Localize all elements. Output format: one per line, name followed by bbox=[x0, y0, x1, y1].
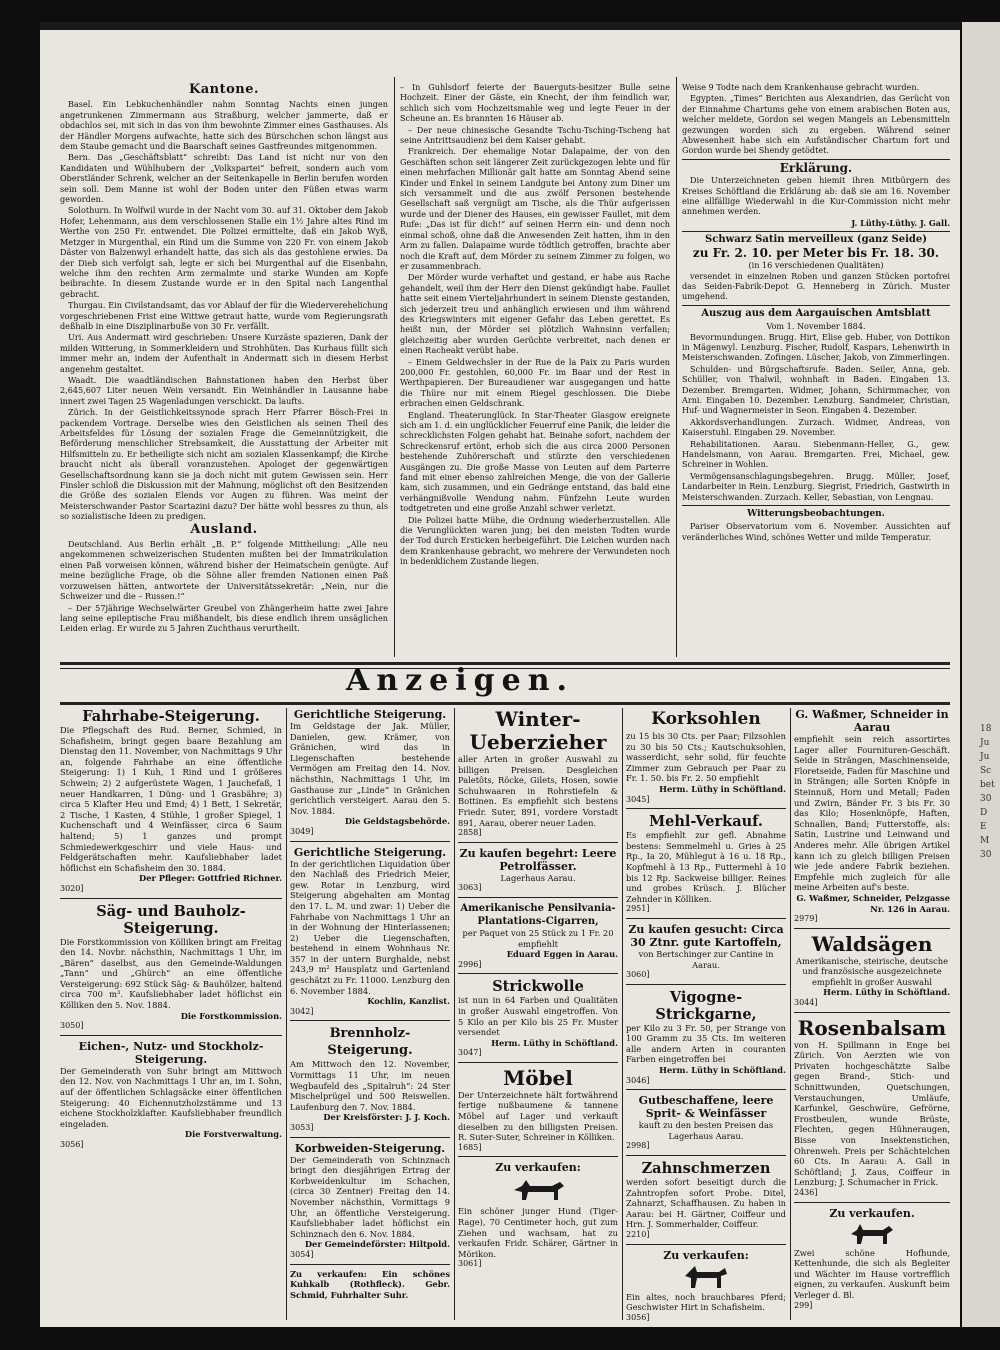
ad-signature: Der Kreisförster: J. J. Koch. bbox=[323, 1112, 450, 1123]
news-paragraph: – Der 57jährige Wechselwärter Greubel von Zhängerheim hatte zwei Jahre lang seine epileptische Frau mißhandelt, bis diese endlich ihrem unsäglichen Leiden erlag. Er wurde zu 5 Jahren Zuchthaus verurtheilt. bbox=[60, 602, 388, 634]
ad-heading: Gerichtliche Steigerung. bbox=[293, 845, 447, 859]
ad-heading: Mehl-Verkauf. bbox=[649, 813, 763, 831]
amtsblatt-paragraph: Akkordsverhandlungen. Zurzach. Widmer, Andreas, von Kaiserstuhl. Eingaben 29. November. bbox=[682, 416, 950, 438]
ad-column-3 bbox=[458, 708, 618, 1300]
section-heading-ausland: Ausland. bbox=[190, 521, 258, 537]
satin-price: zu Fr. 2. 10. per Meter bis Fr. 18. 30. bbox=[692, 245, 940, 260]
ad-body: Der Gemeinderath von Suhr bringt am Mittwoch den 12. Nov. von Nachmittags 1 Uhr an, im I. Sohn, auf der öffentlichen Schlagsäcke einer öffentlichen Steigerung: 40 Eichennutzholzstämme und 13 eichene Stockholzklafter. Kaufsliebhaber freundlich eingeladen. bbox=[60, 1065, 282, 1129]
newspaper-page bbox=[40, 22, 960, 1327]
ad-heading: Möbel bbox=[503, 1065, 573, 1090]
horse-illustration-icon bbox=[681, 1264, 731, 1290]
ad-heading: Strickwolle bbox=[492, 978, 584, 996]
ad-number: 3049] bbox=[290, 826, 314, 836]
ad-number: 3054] bbox=[290, 1249, 314, 1259]
ad-kartoffeln bbox=[626, 923, 786, 985]
column-rule bbox=[454, 708, 455, 1320]
amtsblatt-paragraph: Rehabilitationen. Aarau. Siebenmann-Heller, G., gew. Handelsmann, von Aarau. Bremgarten. Frei, Michael, gew. Schreiner in Wohlen. bbox=[682, 438, 950, 470]
ad-signature: Kochlin, Kanzlist. bbox=[367, 996, 450, 1007]
section-heading-kantone: Kantone. bbox=[188, 82, 260, 97]
ad-heading: Rosenbalsam bbox=[797, 1015, 947, 1040]
ad-column-5 bbox=[794, 708, 950, 1310]
ad-number: 2436] bbox=[794, 1187, 818, 1197]
ad-body: Es empfiehlt zur gefl. Abnahme bestens: Semmelmehl u. Gries à 25 Rp., Ia 20, Mühlegut à 16 u. 18 Rp., Kopfmehl à 13 Rp., Futtermehl à 10 bis 12 Rp. Sackweise billiger. Reines und grobes Krüsch. J. Blücher Zehnder in Kölliken. bbox=[626, 830, 786, 904]
erklaerung-text: Die Unterzeichneten geben hiemit ihren Mitbürgern des Kreises Schöftland die Erklärung ab: daß sie am 16. November eine allfällige Wiederwahl in die Kur-Commission nicht mehr annehmen werden. bbox=[682, 175, 950, 217]
amtsblatt-date: Vom 1. November 1884. bbox=[766, 321, 866, 332]
column-rule bbox=[622, 708, 623, 1320]
news-paragraph: – In Guhlsdorf feierte der Bauerguts-besitzer Bulle seine Hochzeit. Einer der Gäste, ein Knecht, der ihm feindlich war, schlich sich vom Hochzeitsmahle weg und legte Feuer in der Scheune an. Es brannten 16 Häuser ab. bbox=[400, 82, 670, 124]
ad-wassmer bbox=[794, 708, 950, 929]
amtsblatt-paragraph: Bevormundungen. Brugg. Hirt, Elise geb. Huber, von Dottikon in Mägenwyl. Lenzburg. Fischer, Rudolf, Kaspars, Lehenwirth in Meisterschwanden. Zofingen. Lüscher, Jakob, von Zimmerlingen. bbox=[682, 331, 950, 363]
ad-number: 299] bbox=[794, 1300, 813, 1310]
ad-hofhunde bbox=[794, 1207, 950, 1315]
ad-korbweiden bbox=[290, 1142, 450, 1265]
ad-signature: Eduard Eggen in Aarau. bbox=[506, 949, 618, 960]
news-column-3 bbox=[682, 82, 950, 657]
ad-cigarren bbox=[458, 902, 618, 974]
anzeigen-title: Anzeigen. bbox=[346, 663, 574, 698]
ad-body: Der Gemeinderath von Schinznach bringt den diesjährigen Ertrag der Korbweidenkultur im Schachen, (circa 30 Zentner) Freitag den 14. November nächsthin, Vormittags 9 Uhr, an öffentliche Versteigerung. Kaufsliebhaber ladet höflichst ein Schinznach den 6. Nov. 1884. bbox=[290, 1154, 450, 1239]
ad-signature: G. Waßmer, Schneider, Pelzgasse Nr. 126 in Aarau. bbox=[796, 892, 950, 914]
edge-text: 30 bbox=[980, 794, 992, 804]
ad-saegholz bbox=[60, 903, 282, 1036]
ad-column-2 bbox=[290, 708, 450, 1300]
ad-zahnschmerzen bbox=[626, 1160, 786, 1245]
ad-heading: Gutbeschaffene, leere Sprit- & Weinfässer bbox=[638, 1094, 774, 1121]
ad-strickwolle bbox=[458, 978, 618, 1063]
satin-heading: Schwarz Satin merveilleux (ganz Seide) bbox=[705, 234, 927, 246]
ad-heading: Amerikanische Pensilvania-Plantations-Cigarren, bbox=[460, 902, 616, 927]
ad-gericht-2 bbox=[290, 846, 450, 1022]
satin-text: versendet in einzelnen Roben und ganzen Stücken portofrei das Seiden-Fabrik-Depot G. Henneberg in Zürich. Muster umgehend. bbox=[682, 270, 950, 302]
news-paragraph: – Der neue chinesische Gesandte Tschu-Tsching-Tscheng hat seine Antrittsaudienz bei dem Kaiser gehabt. bbox=[400, 124, 670, 146]
ad-waldsaegen bbox=[794, 933, 950, 1013]
ad-signature: Herm. Lüthy in Schöftland. bbox=[659, 1065, 786, 1076]
ad-number: 2951] bbox=[626, 904, 650, 914]
ad-body: per Paquet von 25 Stück zu 1 Fr. 20 empfiehlt bbox=[462, 927, 614, 949]
ad-number: 3060] bbox=[626, 970, 650, 980]
ad-moebel bbox=[458, 1067, 618, 1158]
ad-heading: Zu verkaufen: bbox=[663, 1248, 749, 1262]
ad-heading: Winter-Ueberzieher bbox=[469, 707, 607, 754]
ad-column-4 bbox=[626, 708, 786, 1322]
erklaerung-heading: Erklärung. bbox=[779, 160, 853, 175]
ad-signature: Der Gemeindeförster: Hiltpold. bbox=[304, 1239, 450, 1250]
ad-number: 3020] bbox=[60, 883, 84, 893]
ad-body: Zwei schöne Hofhunde, Kettenhunde, die sich als Begleiter und Wächter im Hause vortrefflich eignen, zu verkaufen. Auskunft beim Verleger d. Bl. bbox=[794, 1247, 950, 1300]
ad-body: aller Arten in großer Auswahl zu billigen Preisen. Desgleichen Paletôts, Röcke, Gilets, Hosen, sowie Schuhwaaren in Rohrstiefeln & Bottinen. Es empfiehlt sich bestens Friedr. Suter, 891, vordere Vorstadt 891, Aarau, oberer neuer Laden. bbox=[458, 754, 618, 828]
ad-heading: Brennholz-Steigerung. bbox=[327, 1026, 413, 1059]
ad-heading: Korksohlen bbox=[651, 709, 761, 729]
ad-number: 2858] bbox=[458, 828, 482, 838]
ad-body: von H. Spillmann in Enge bei Zürich. Von Aerzten wie von Privaten hochgeschätzte Salbe gegen Brand-, Stich- und Schnittwunden, Quetschungen, Verstauchungen, Umläufe, Karfunkel, Geschwüre, Gefrörne, Frostbeulen, wunde Brüste, Flechten, gegen Hühneraugen, Bisse von Insektenstichen, Ohrenweh. Preis per Schächtelchen 60 Cts. In Aarau: A. Gall in Schöftland; J. Zaus, Coiffeur in Lenzburg; J. Schumacher in Frick. bbox=[794, 1039, 950, 1188]
ad-korksohlen bbox=[626, 708, 786, 809]
news-paragraph: Egypten. „Times“ Berichten aus Alexandrien, das Gerücht von der Einnahme Chartums gehe von einem arabischen Boten aus, welcher meldete, Gordon sei wegen Mangels an Lebensmitteln gezwungen worden sich zu ergeben. Während seiner Abwesenheit habe sich ein Aufständischer Chartum fort und Gordon wurde bei Shendy getödtet. bbox=[682, 93, 950, 156]
edge-text: 18 bbox=[980, 724, 992, 734]
witterung-text: Pariser Observatorium vom 6. November. Aussichten auf veränderliches Wind, schönes Wetter und milde Temperatur. bbox=[682, 521, 950, 542]
ad-number: 3061] bbox=[458, 1259, 482, 1269]
news-column-1 bbox=[60, 82, 388, 657]
ad-body: empfiehlt sein reich assortirtes Lager aller Fournituren-Geschäft. Seide in Strängen, Maschinenseide, Floretseide, Faden für Maschine und in Strängen; alle Sorten Knöpfe in Steinnuß, Horn und Metall; Faden und Zwirn, Bänder Fr. 3 bis Fr. 30 das Kilo; Hosenknöpfe, Haften, Schnallen, Band; Futterstoffe, als: Satin, Lustrine und Leinwand und Anderes mehr. Alle übrigen Artikel kann ich zu gleich billigen Preisen wie jede andere Fabrik beziehen. Empfehle mich zugleich für alle meine Arbeiten auf's beste. bbox=[794, 734, 950, 893]
news-paragraph: Basel. Ein Lebkuchenhändler nahm Sonntag Nachts einen jungen angetrunkenen Zimmermann aus Straßburg, welcher jammerte, daß er obdachlos sei, mit sich in das von ihm bewohnte Zimmer eines Gasthauses. Als der Händler Morgens aufwachte, hatte sich des Bürschchen schon längst aus dem Staube gemacht und die Baarschaft seines Gastfreundes mitgenommen. bbox=[60, 99, 388, 152]
ad-kuhkalb bbox=[290, 1269, 450, 1304]
ad-body: zu 15 bis 30 Cts. per Paar; Filzsohlen zu 30 bis 50 Cts.; Kautschuksohlen, wasserdicht, sehr solid, für feuchte Zimmer zum Gebrauch per Paar zu Fr. 1. 50. bis Fr. 2. 50 empfiehlt bbox=[626, 731, 786, 784]
news-paragraph: Zürich. In der Geistlichkeitssynode sprach Herr Pfarrer Bösch-Frei in packendem Vortrage. Derselbe wies den Geistlichen als seinen Theil des Arbeitsfeldes für Lösung der sozialen Frage die Gemeinnützigkeit, die Beförderung menschlicher Strebsamkeit, die Ausstattung der Arbeiter mit Hilfsmitteln zu. Er betheiligte sich nicht am sozialen Klassenkampf; die Kirche braucht nicht als überall voranzustehen. Apologet der gegenwärtigen Gesellschaftsordnung kann sie ja doch nicht mit gutem Gewissen sein. Herr Finsler schloß die Diskussion mit der Mahnung, möglichst oft den Besitzenden die Größe des sozialen Elends vor Augen zu führen. Was meint der Meisterschwander Pastor Scartazini dazu? Der hätte wohl bessres zu thun, als so sozialistische Ideen zu predigen. bbox=[60, 407, 388, 522]
ad-body: In der gerichtlichen Liquidation über den Nachlaß des Friedrich Meier, gew. Rotar in Lenzburg, wird Steigerung abgehalten am Montag den 17. L. M. und zwar: 1) Ueber die Fahrhabe von Nachmittags 1 Uhr an in der Wohnung der Hinterlassenen; 2) Ueber die Liegenschaften, bestehend in einem Wohnhaus Nr. 357 in der untern Burghalde, nebst 243,9 m² Hausplatz und Gartenland geschätzt zu Fr. 11000. Lenzburg den 6. November 1884. bbox=[290, 858, 450, 996]
edge-text: D bbox=[980, 808, 988, 818]
ad-body: Zu verkaufen: Ein schönes Kuhkalb (Rothfleck). Gebr. Schmid, Fuhrhalter Suhr. bbox=[290, 1268, 450, 1300]
news-paragraph: Waadt. Die waadtländischen Bahnstationen haben den Herbst über 2,645,607 Liter neuen Wein versandt. Ein Weinhändler in Lausanne habe innert zwei Tagen 25 Wagenladungen verschickt. Da laufts. bbox=[60, 374, 388, 406]
amtsblatt-paragraph: Vermögensanschlagungsbegehren. Brugg. Müller, Josef, Landarbeiter in Rein. Lenzburg. Siegrist, Friedrich, Gastwirth in Meisterschwanden. Zurzach. Keller, Sebastian, von Lengnau. bbox=[682, 470, 950, 502]
ad-heading: Vigogne-Strickgarne, bbox=[655, 988, 757, 1023]
ad-column-1 bbox=[60, 708, 282, 1300]
ad-body: Die Forstkommission von Kölliken bringt am Freitag den 14. Novbr. nächsthin, Nachmittags 1 Uhr, im „Bären“ daselbst, aus den Gemeinde-Waldungen „Tann“ und „Ghürch“ an eine öffentliche Versteigerung: 692 Stück Säg- & Bauhölzer, haltend circa 700 m³. Kaufsliebhaber ladet höflichst ein Kölliken den 5. Nov. 1884. bbox=[60, 936, 282, 1011]
ad-number: 3053] bbox=[290, 1123, 314, 1132]
ad-body: werden sofort beseitigt durch die Zahntropfen sofort Probe. Ditel, Zahnarzt, Schaffhausen. Zu haben in Aarau: bei H. Gärtner, Coiffeur und Hrn. J. Sommerhalder, Coiffeur. bbox=[626, 1177, 786, 1230]
ad-number: 3044] bbox=[794, 998, 818, 1008]
edge-text: Sc bbox=[980, 766, 992, 776]
ad-rosenbalsam bbox=[794, 1017, 950, 1203]
ad-number: 3050] bbox=[60, 1021, 84, 1031]
news-column-2 bbox=[400, 82, 670, 657]
edge-text: bet bbox=[980, 780, 995, 790]
ad-body: Amerikanische, steirische, deutsche und französische ausgezeichnete empfiehlt in großer Auswahl bbox=[795, 955, 949, 987]
ad-body: per Kilo zu 3 Fr. 50, per Strange von 100 Gramm zu 35 Cts. Im weiteren alle andern Arten in couranten Farben eingetroffen bei bbox=[626, 1022, 786, 1065]
satin-subtitle: (in 16 verschiedenen Qualitäten) bbox=[748, 260, 884, 271]
ad-eichenholz bbox=[60, 1040, 282, 1154]
edge-text: E bbox=[980, 822, 987, 832]
news-paragraph: Thurgau. Ein Civilstandsamt, das vor Ablauf der für die Wiederverehelichung vorgeschriebenen Frist eine Wittwe getraut hatte, wurde vom Regierungsrath deßhalb in eine Disziplinarbuße von 30 Fr. verfällt. bbox=[60, 300, 388, 331]
ad-body: Lagerhaus Aarau. bbox=[500, 872, 576, 883]
ad-body: von Bertschinger zur Cantine in Aarau. bbox=[638, 948, 774, 970]
ad-number: 3045] bbox=[626, 794, 650, 804]
erklaerung-signature: J. Lüthy-Lüthy. J. Gall. bbox=[851, 217, 950, 228]
column-rule bbox=[394, 77, 395, 657]
ad-number: 3047] bbox=[458, 1048, 482, 1058]
ad-mehl bbox=[626, 813, 786, 919]
ad-heading: Fahrhabe-Steigerung. bbox=[82, 708, 260, 725]
ad-heading: Eichen-, Nutz- und Stockholz-Steigerung. bbox=[78, 1039, 264, 1066]
ad-number: 3046] bbox=[626, 1075, 650, 1085]
ad-brennholz bbox=[290, 1025, 450, 1137]
ad-body: ist nun in 64 Farben und Qualitäten in großer Auswahl eingetroffen. Von 5 Kilo an per Kilo bis 25 Fr. Muster versendet bbox=[458, 995, 618, 1038]
ad-body: Ein altes, noch brauchbares Pferd; Geschwister Hirt in Schafisheim. bbox=[626, 1291, 786, 1313]
ad-fahrhabe bbox=[60, 708, 282, 899]
ad-gericht-1 bbox=[290, 708, 450, 842]
ad-heading: Zu verkaufen: bbox=[495, 1161, 581, 1175]
amtsblatt-heading: Auszug aus dem Aargauischen Amtsblatt bbox=[701, 307, 931, 319]
ad-hund bbox=[458, 1161, 618, 1273]
news-paragraph: Uri. Aus Andermatt wird geschrieben: Unsere Kurzäste spazieren, Dank der milden Witterung, in Sommerkleidern und Strohhüten. Das Kurhaus füllt sich immer mehr an, indem der Aufenthalt in Andermatt sich in diesem Herbst angenehm gestaltet. bbox=[60, 332, 388, 374]
ad-number: 1685] bbox=[458, 1142, 482, 1152]
ad-number: 2998] bbox=[626, 1141, 650, 1151]
ad-heading: Gerichtliche Steigerung. bbox=[293, 708, 447, 721]
ad-body: kauft zu den besten Preisen das Lagerhaus Aarau. bbox=[638, 1120, 774, 1141]
news-paragraph: Deutschland. Aus Berlin erhält „B. P.“ folgende Mittheilung: „Alle neu angekommenen schweizerischen Studenten mußten bei der Immatrikulation einen Paß vorweisen können, während bisher der Heimatschein genügte. Auf meine bezügliche Frage, ob die Söhne aller fremden Nationen einen Paß vorzuweisen hätten, antwortete der Universitätssekretär: „Nein, nur die Schweizer und die – Russen.!“ bbox=[60, 539, 388, 602]
ad-pferd bbox=[626, 1249, 786, 1327]
edge-text: M bbox=[980, 836, 990, 846]
ad-body: Am Mittwoch den 12. November, Vormittags 11 Uhr, im neuen Wegbaufeld des „Spitalruh“: 24 Ster Mischelprügel und 500 Reiswellen. Laufenburg den 7. Nov. 1884. bbox=[290, 1059, 450, 1112]
edge-text: Ju bbox=[980, 738, 990, 748]
ad-heading: Zu kaufen gesucht: Circa 30 Ztnr. gute Kartoffeln, bbox=[628, 922, 784, 949]
ad-signature: Die Forstverwaltung. bbox=[184, 1129, 282, 1140]
dog-illustration-icon bbox=[508, 1176, 568, 1204]
ad-number: 3056] bbox=[626, 1312, 650, 1322]
ad-body: Der Unterzeichnete hält fortwährend fertige nußbaumene & tannene Möbel auf Lager und verkauft dieselben zu den billigsten Preisen. R. Suter-Suter, Schreiner in Kölliken. bbox=[458, 1089, 618, 1143]
ad-signature: Die Forstkommission. bbox=[180, 1010, 282, 1021]
news-paragraph: Bern. Das „Geschäftsblatt“ schreibt: Das Land ist nicht nur von den Kandidaten und Wühlhubern der „Volkspartei“ befreit, sondern auch vom Oberstländer Schrenk, welcher an der Seitenkapelle in Berlin berufen worden sein soll. Dem Manne ist wohl der Boden unter den Füßen etwas warm geworden. bbox=[60, 152, 388, 205]
ad-heading: Zahnschmerzen bbox=[641, 1160, 771, 1178]
ad-ueberzieher bbox=[458, 708, 618, 843]
ad-number: 3056] bbox=[60, 1140, 84, 1149]
edge-text: Ju bbox=[980, 752, 990, 762]
ad-signature: Die Geldstagsbehörde. bbox=[344, 816, 450, 827]
column-rule bbox=[790, 708, 791, 1320]
news-paragraph: Weise 9 Todte nach dem Krankenhause gebracht wurden. bbox=[682, 82, 920, 92]
ad-number: 2996] bbox=[458, 959, 482, 969]
ad-number: 2979] bbox=[794, 914, 818, 924]
news-paragraph: England. Theaterunglück. In Star-Theater Glasgow ereignete sich am 1. d. ein unglücklicher Feuerruf eine Panik, die leider die schrecklichsten Folgen gehabt hat. Beinahe sofort, nachdem der Schreckensruf ertönt, erhob sich die aus circa 2000 Personen bestehende Zuhörerschaft und stürzte den verschiedenen Ausgängen zu. Die große Masse von Leuten auf dem Parterre fand mit einer ebenso zahlreichen Menge, die von der Gallerie kam, sich zusammen, und ein Gedränge entstand, das bald eine verhängnißvolle Wendung nahm. Fünfzehn Leute wurden todtgetreten und eine große Anzahl schwer verletzt. bbox=[400, 409, 670, 514]
ad-body: Die Pflegschaft des Rud. Berner, Schmied, in Schafisheim, bringt gegen baare Bezahlung am Dienstag den 11. November, von Nachmittags 9 Uhr an, folgende Fahrhabe an eine öffentliche Steigerung: 1) 1 Kuh, 1 Rind und 1 größeres Schwein; 2) 2 aufgerüstete Wagen, 1 Jauchefaß, 1 neuer Handkarren, 1 Düng- und 1 Grasbähre; 3) circa 5 Klafter Heu und Emd; 4) 1 Bett, 1 Sekretär, 2 Tische, 1 Kasten, 4 Stühle, 1 großer Spiegel, 1 Kuchenschaft und 4 Weinfässer, circa 6 Saum haltend; 5) 1 ganzes und prompt Schmiedewerkgeschirr und viele Haus- und Feldgerätschaften mehr. Kaufsliebhaber ladet höflichst ein Schafisheim den 30. 1884. bbox=[60, 725, 282, 873]
section-rule bbox=[60, 702, 950, 705]
ad-petrolfaesser bbox=[458, 847, 618, 898]
ad-heading: Zu kaufen begehrt: Leere Petrolfässer. bbox=[459, 846, 617, 873]
ad-signature: Herm. Lüthy in Schöftland. bbox=[491, 1037, 618, 1048]
news-paragraph: Die Polizei hatte Mühe, die Ordnung wiederherzustellen. Alle die Verunglückten waren jung; bei den meisten Todten wurde der Tod durch Ersticken herbeigeführt. Die Leichen wurden nach dem Krankenhause gebracht, wo mehrere der Verwundeten noch in bedenklichem Zustande liegen. bbox=[400, 514, 670, 567]
ad-heading: Zu verkaufen. bbox=[829, 1206, 915, 1220]
ad-heading: Korbweiden-Steigerung. bbox=[294, 1141, 446, 1155]
ad-signature: Der Pfleger: Gottfried Richner. bbox=[139, 873, 282, 884]
witterung-heading: Witterungsbeobachtungen. bbox=[747, 509, 885, 520]
ad-number: 3063] bbox=[458, 883, 482, 893]
ad-weinfaesser bbox=[626, 1094, 786, 1156]
adjacent-page-edge bbox=[962, 22, 1000, 1327]
news-paragraph: Der Mörder wurde verhaftet und gestand, er habe aus Rache gehandelt, weil ihm der Herr den Dienst gekündigt habe. Faullet hatte seit einem Vierteljahrhundert in seinem Dienste gestanden, sich jederzeit treu und anhänglich erwiesen und ihm während des Kriegswinters mit eigener Gefahr das Leben gerettet. Es heißt nun, der Mörder sei plötzlich Wahnsinn verfallen; gleichzeitig aber wurden Gerüchte verbreitet, nach denen er einen Racheakt verübt habe. bbox=[400, 272, 670, 356]
ad-body: Ein schöner junger Hund (Tiger-Rage), 70 Centimeter hoch, gut zum Ziehen und wachsam, hat zu verkaufen Fridr. Schärer, Gärtner in Mörikon. bbox=[458, 1206, 618, 1259]
edge-text: 30 bbox=[980, 850, 992, 860]
top-border bbox=[40, 22, 960, 30]
news-paragraph: – Einem Geldwechsler in der Rue de la Paix zu Paris wurden 200,000 Fr. gestohlen, 60,000 Fr. im Baar und der Rest in Werthpapieren. Der Bureaudiener war ausgegangen und hatte die Thüre nur mit einem Riegel geschlossen. Die Diebe erbrachen einen Geldschrank. bbox=[400, 356, 670, 409]
ad-heading: G. Waßmer, Schneider in Aarau bbox=[795, 708, 949, 734]
news-paragraph: Frankreich. Der ehemalige Notar Dalapaime, der von den Geschäften schon seit längerer Zeit zurückgezogen lebte und für einen mehrfachen Millionär galt hatte am Sonntag Abend seine Kinder und Enkel in seinem Landgute bei Antony zum Diner um sich versammelt und die aus zwölf Personen bestehende Gesellschaft saß vergnügt am Tische, als die Thür aufgerissen wurde und der Diener des Hauses, ein gewisser Faullet, mit dem Rufe: „Das ist für dich!“ auf seinen Herrn ein- und denn noch einmal schoß, ohne daß die Anwesenden Zeit hatten, ihm in den Arm zu fallen. Dalapaime wurde tödtlich getroffen, brachte aber noch die Kraft auf, dem Mörder zu seinem Zimmer zu folgen, wo er zusammenbrach. bbox=[400, 146, 670, 271]
ad-strickgarne bbox=[626, 989, 786, 1091]
ad-heading: Säg- und Bauholz-Steigerung. bbox=[96, 902, 246, 937]
ad-number: 3042] bbox=[290, 1006, 314, 1016]
ad-signature: Herm. Lüthy in Schöftland. bbox=[659, 783, 786, 794]
column-rule bbox=[676, 77, 677, 657]
ad-heading: Waldsägen bbox=[811, 931, 933, 956]
ad-body: Im Geldstage der Jak. Müller, Danielen, gew. Krämer, von Gränichen, wird das in Liegenschaften bestehende Vermögen am Freitag den 14. Nov. nächsthin, Nachmittags 1 Uhr, im Gasthause zur „Linde“ in Gränichen gerichtlich versteigert. Aarau den 5. Nov. 1884. bbox=[290, 721, 450, 816]
column-rule bbox=[286, 708, 287, 1320]
news-paragraph: Solothurn. In Wolfwil wurde in der Nacht vom 30. auf 31. Oktober dem Jakob Hofer, Lehenmann, aus dem verschlossenen Stalle ein 1½ Jahre altes Rind im Werthe von 250 Fr. entwendet. Die Polizei ermittelte, daß ein Jakob Wyß, Metzger in Murgenthal, ein Rind um die Summe von 220 Fr. von einem Jakob Däster von Balzenwyl erhandelt hatte, das sich als das gestohlene erwies. Da der Dieb sich verfolgt sah, legte er sich bei Murgenthal auf die Eisenbahn, welche ihm den rechten Arm zermalmte und starke Wunden am Kopfe beibrachte. In diesem Zustande wurde er in den Spital nach Langenthal gebracht. bbox=[60, 205, 388, 299]
ad-number: 2210] bbox=[626, 1230, 650, 1239]
dog-illustration-icon bbox=[847, 1222, 897, 1246]
ad-signature: Herm. Lüthy in Schöftland. bbox=[823, 987, 950, 998]
amtsblatt-paragraph: Schulden- und Bürgschaftsrufe. Baden. Seiler, Anna, geb. Schüller, von Thalwil, wohnhaft in Baden. Eingaben 13. Dezember. Bremgarten. Widmer, Johann, Schirmmacher, von Arni. Eingaben 10. Dezember. Lenzburg. Sandmeier, Christian, Huf- und Wagnermeister in Seon. Eingaben 4. Dezember. bbox=[682, 363, 950, 416]
